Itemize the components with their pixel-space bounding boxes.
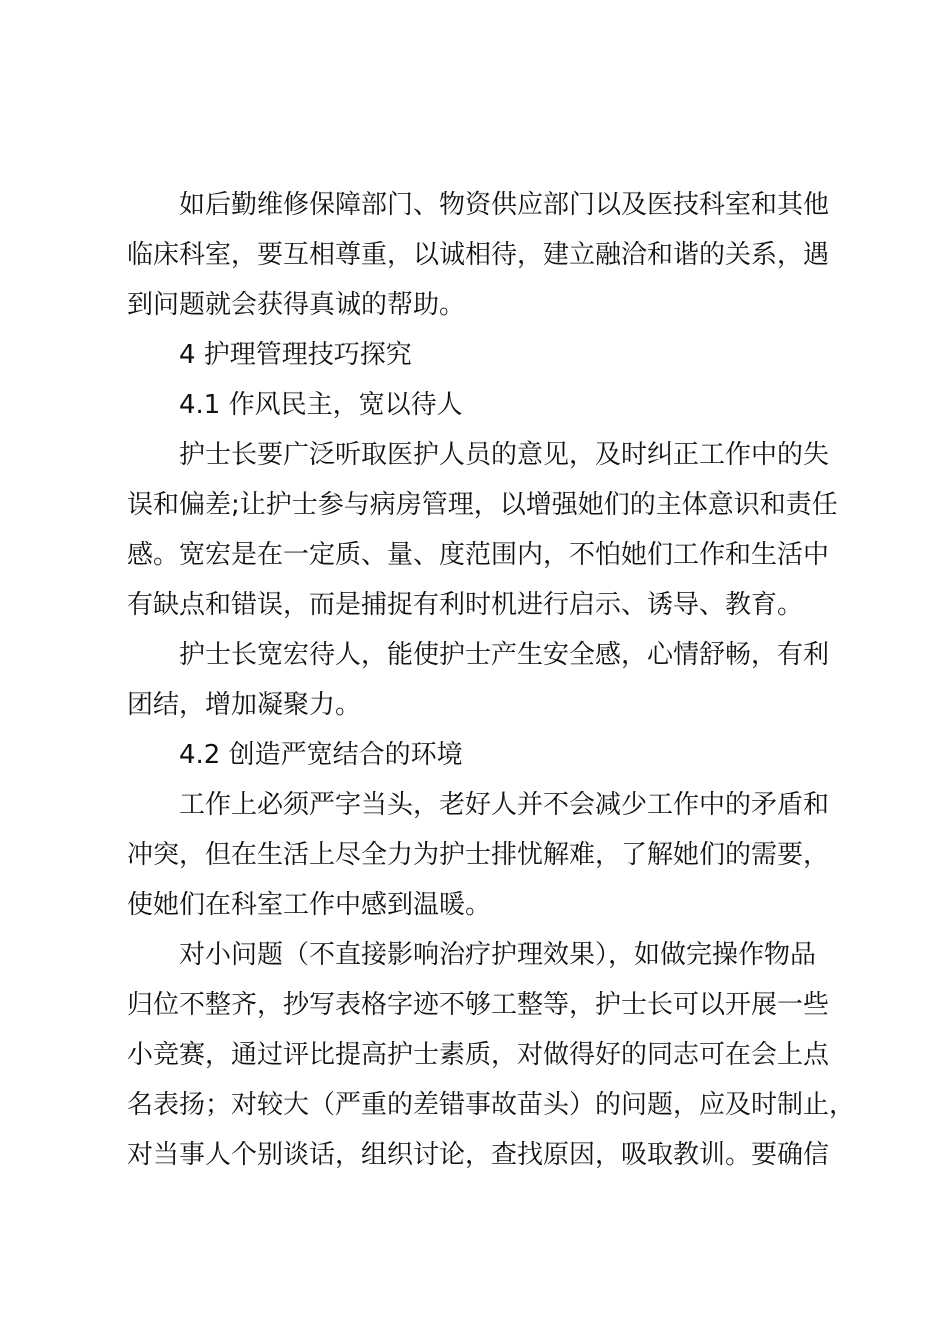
text-line: 护士长宽宏待人，能使护士产生安全感，心情舒畅，有利 xyxy=(179,640,830,670)
section-heading: 4 护理管理技巧探究 xyxy=(179,340,412,370)
text-line: 小竞赛，通过评比提高护士素质，对做得好的同志可在会上点 xyxy=(127,1040,830,1070)
text-line: 冲突，但在生活上尽全力为护士排忧解难，了解她们的需要， xyxy=(127,840,830,870)
text-line: 有缺点和错误，而是捕捉有利时机进行启示、诱导、教育。 xyxy=(127,590,804,620)
text-line: 对小问题（不直接影响治疗护理效果），如做完操作物品 xyxy=(179,940,817,970)
text-line: 误和偏差;让护士参与病房管理，以增强她们的主体意识和责任 xyxy=(127,490,838,520)
text-line: 使她们在科室工作中感到温暖。 xyxy=(127,890,492,920)
text-line: 护士长要广泛听取医护人员的意见，及时纠正工作中的失 xyxy=(179,440,830,470)
text-line: 对当事人个别谈话，组织讨论，查找原因，吸取教训。要确信 xyxy=(127,1140,830,1170)
subsection-heading: 4.2 创造严宽结合的环境 xyxy=(179,740,463,770)
text-line: 到问题就会获得真诚的帮助。 xyxy=(127,290,466,320)
text-line: 临床科室，要互相尊重，以诚相待，建立融洽和谐的关系，遇 xyxy=(127,240,830,270)
text-line: 感。宽宏是在一定质、量、度范围内，不怕她们工作和生活中 xyxy=(127,540,830,570)
text-line: 如后勤维修保障部门、物资供应部门以及医技科室和其他 xyxy=(179,190,830,220)
text-line: 团结，增加凝聚力。 xyxy=(127,690,362,720)
text-line: 归位不整齐，抄写表格字迹不够工整等，护士长可以开展一些 xyxy=(127,990,830,1020)
document-body xyxy=(127,180,856,1180)
text-line: 名表扬；对较大（严重的差错事故苗头）的问题，应及时制止， xyxy=(127,1090,856,1120)
subsection-heading: 4.1 作风民主，宽以待人 xyxy=(179,390,463,420)
text-line: 工作上必须严字当头，老好人并不会减少工作中的矛盾和 xyxy=(179,790,830,820)
